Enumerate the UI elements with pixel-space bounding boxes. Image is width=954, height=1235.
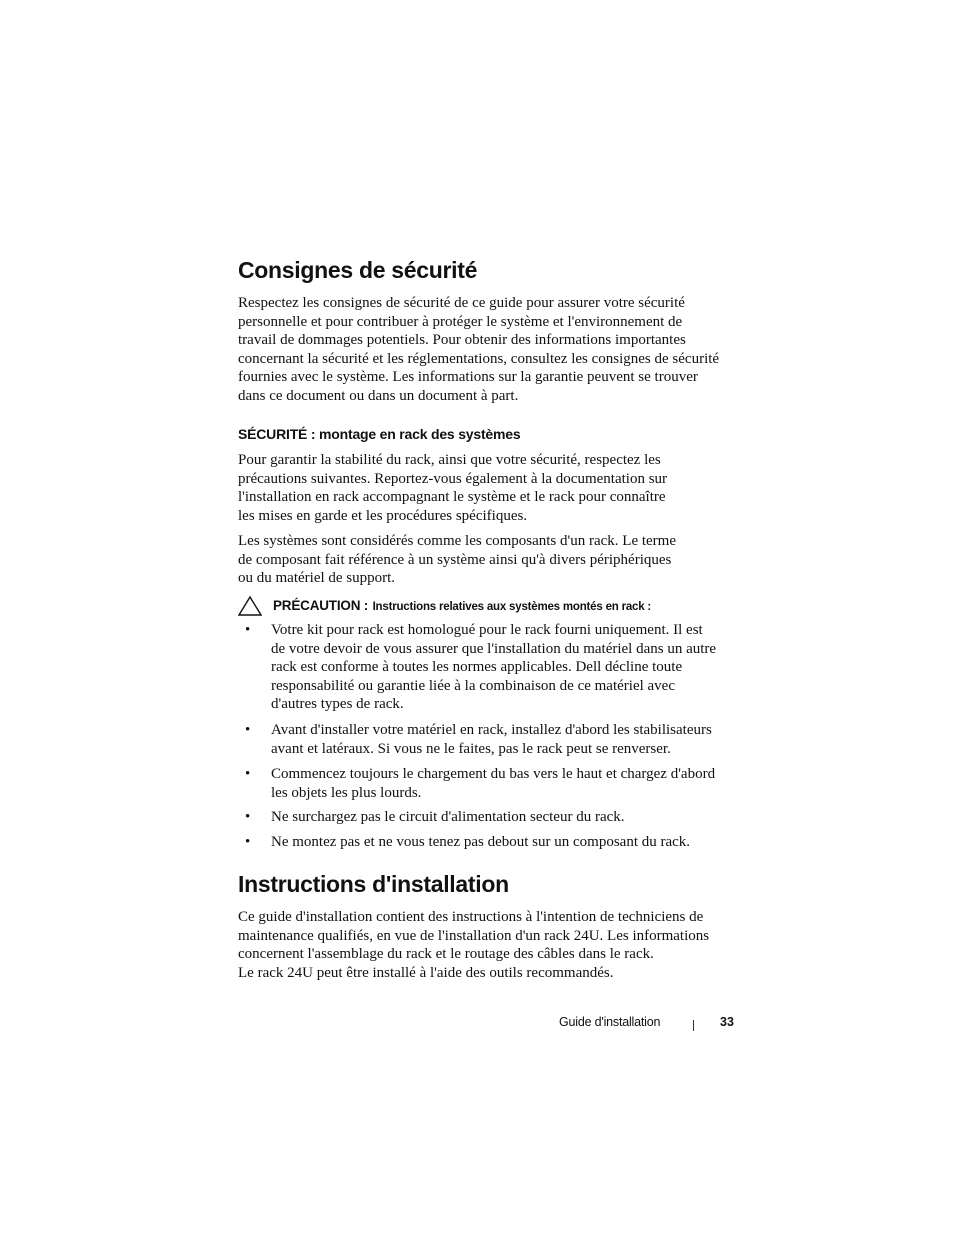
rack-stability-paragraph	[238, 451, 738, 525]
text-line: de votre devoir de vous assurer que l'installation du matériel dans un autre	[271, 640, 717, 657]
subsection-title-rack-safety: SÉCURITÉ : montage en rack des systèmes	[238, 426, 521, 442]
components-paragraph	[238, 532, 738, 588]
text-line: Commencez toujours le chargement du bas vers le haut et chargez d'abord	[271, 766, 716, 782]
footer-title: Guide d'installation	[559, 1015, 661, 1029]
text-line: l'installation en rack accompagnant le système et le rack pour connaître	[238, 489, 666, 506]
text-line: responsabilité ou garantie liée à la combinaison de ce matériel avec	[271, 677, 675, 694]
text-line: fournies avec le système. Les informations sur la garantie peuvent se trouver	[238, 369, 698, 386]
section-title-installation: Instructions d'installation	[238, 871, 509, 897]
text-line: les objets les plus lourds.	[271, 784, 422, 801]
bullet-dot-icon: •	[245, 766, 251, 782]
caution-message: Instructions relatives aux systèmes montés en rack :	[372, 601, 652, 613]
text-line: Les systèmes sont considérés comme les composants d'un rack. Le terme	[238, 533, 677, 549]
text-line: Ne surchargez pas le circuit d'alimentation secteur du rack.	[271, 809, 625, 825]
text-line: concernant la sécurité et les réglementations, consultez les consignes de sécurité	[238, 350, 720, 367]
section-title-safety: Consignes de sécurité	[238, 257, 478, 283]
text-line: précautions suivantes. Reportez-vous également à la documentation sur	[238, 470, 668, 487]
installation-intro-paragraph	[238, 908, 738, 982]
bullet-dot-icon: •	[245, 622, 251, 638]
text-line: Pour garantir la stabilité du rack, ainsi que votre sécurité, respectez les	[238, 452, 661, 468]
safety-intro-paragraph	[238, 294, 738, 406]
list-item-text	[271, 765, 741, 802]
text-line: de composant fait référence à un système ainsi qu'à divers périphériques	[238, 551, 672, 568]
caution-text	[273, 597, 651, 615]
text-line: dans ce document ou dans un document à part.	[238, 387, 519, 404]
text-line: Avant d'installer votre matériel en rack, installez d'abord les stabilisateurs	[271, 722, 712, 738]
list-item-text	[271, 833, 741, 852]
text-line: Le rack 24U peut être installé à l'aide des outils recommandés.	[238, 964, 614, 981]
list-item-text	[271, 808, 741, 827]
text-line: Ne montez pas et ne vous tenez pas debout sur un composant du rack.	[271, 834, 691, 850]
caution-label: PRÉCAUTION :	[273, 598, 369, 613]
bullet-dot-icon: •	[245, 809, 251, 825]
text-line: Respectez les consignes de sécurité de ce guide pour assurer votre sécurité	[238, 295, 685, 311]
text-line: rack est conforme à toutes les normes applicables. Dell décline toute	[271, 659, 683, 676]
bullet-dot-icon: •	[245, 722, 251, 738]
text-line: maintenance qualifiés, en vue de l'installation d'un rack 24U. Les informations	[238, 927, 710, 944]
text-line: avant et latéraux. Si vous ne le faites, pas le rack peut se renverser.	[271, 740, 671, 757]
text-line: Ce guide d'installation contient des instructions à l'intention de techniciens de	[238, 909, 704, 925]
list-item-text	[271, 621, 741, 714]
text-line: concernent l'assemblage du rack et le routage des câbles dans le rack.	[238, 946, 654, 963]
text-line: d'autres types de rack.	[271, 696, 404, 713]
text-line: les mises en garde et les procédures spécifiques.	[238, 507, 528, 524]
footer-divider	[693, 1020, 694, 1031]
page-number: 33	[720, 1015, 734, 1029]
text-line: travail de dommages potentiels. Pour obtenir des informations importantes	[238, 332, 686, 349]
list-item-text	[271, 721, 741, 758]
text-line: ou du matériel de support.	[238, 570, 396, 587]
bullet-dot-icon: •	[245, 834, 251, 850]
warning-triangle-icon	[238, 596, 262, 616]
text-line: Votre kit pour rack est homologué pour le rack fourni uniquement. Il est	[271, 622, 703, 638]
text-line: personnelle et pour contribuer à protéger le système et l'environnement de	[238, 313, 683, 330]
caution-notice	[238, 596, 738, 618]
page-footer	[238, 1015, 735, 1035]
